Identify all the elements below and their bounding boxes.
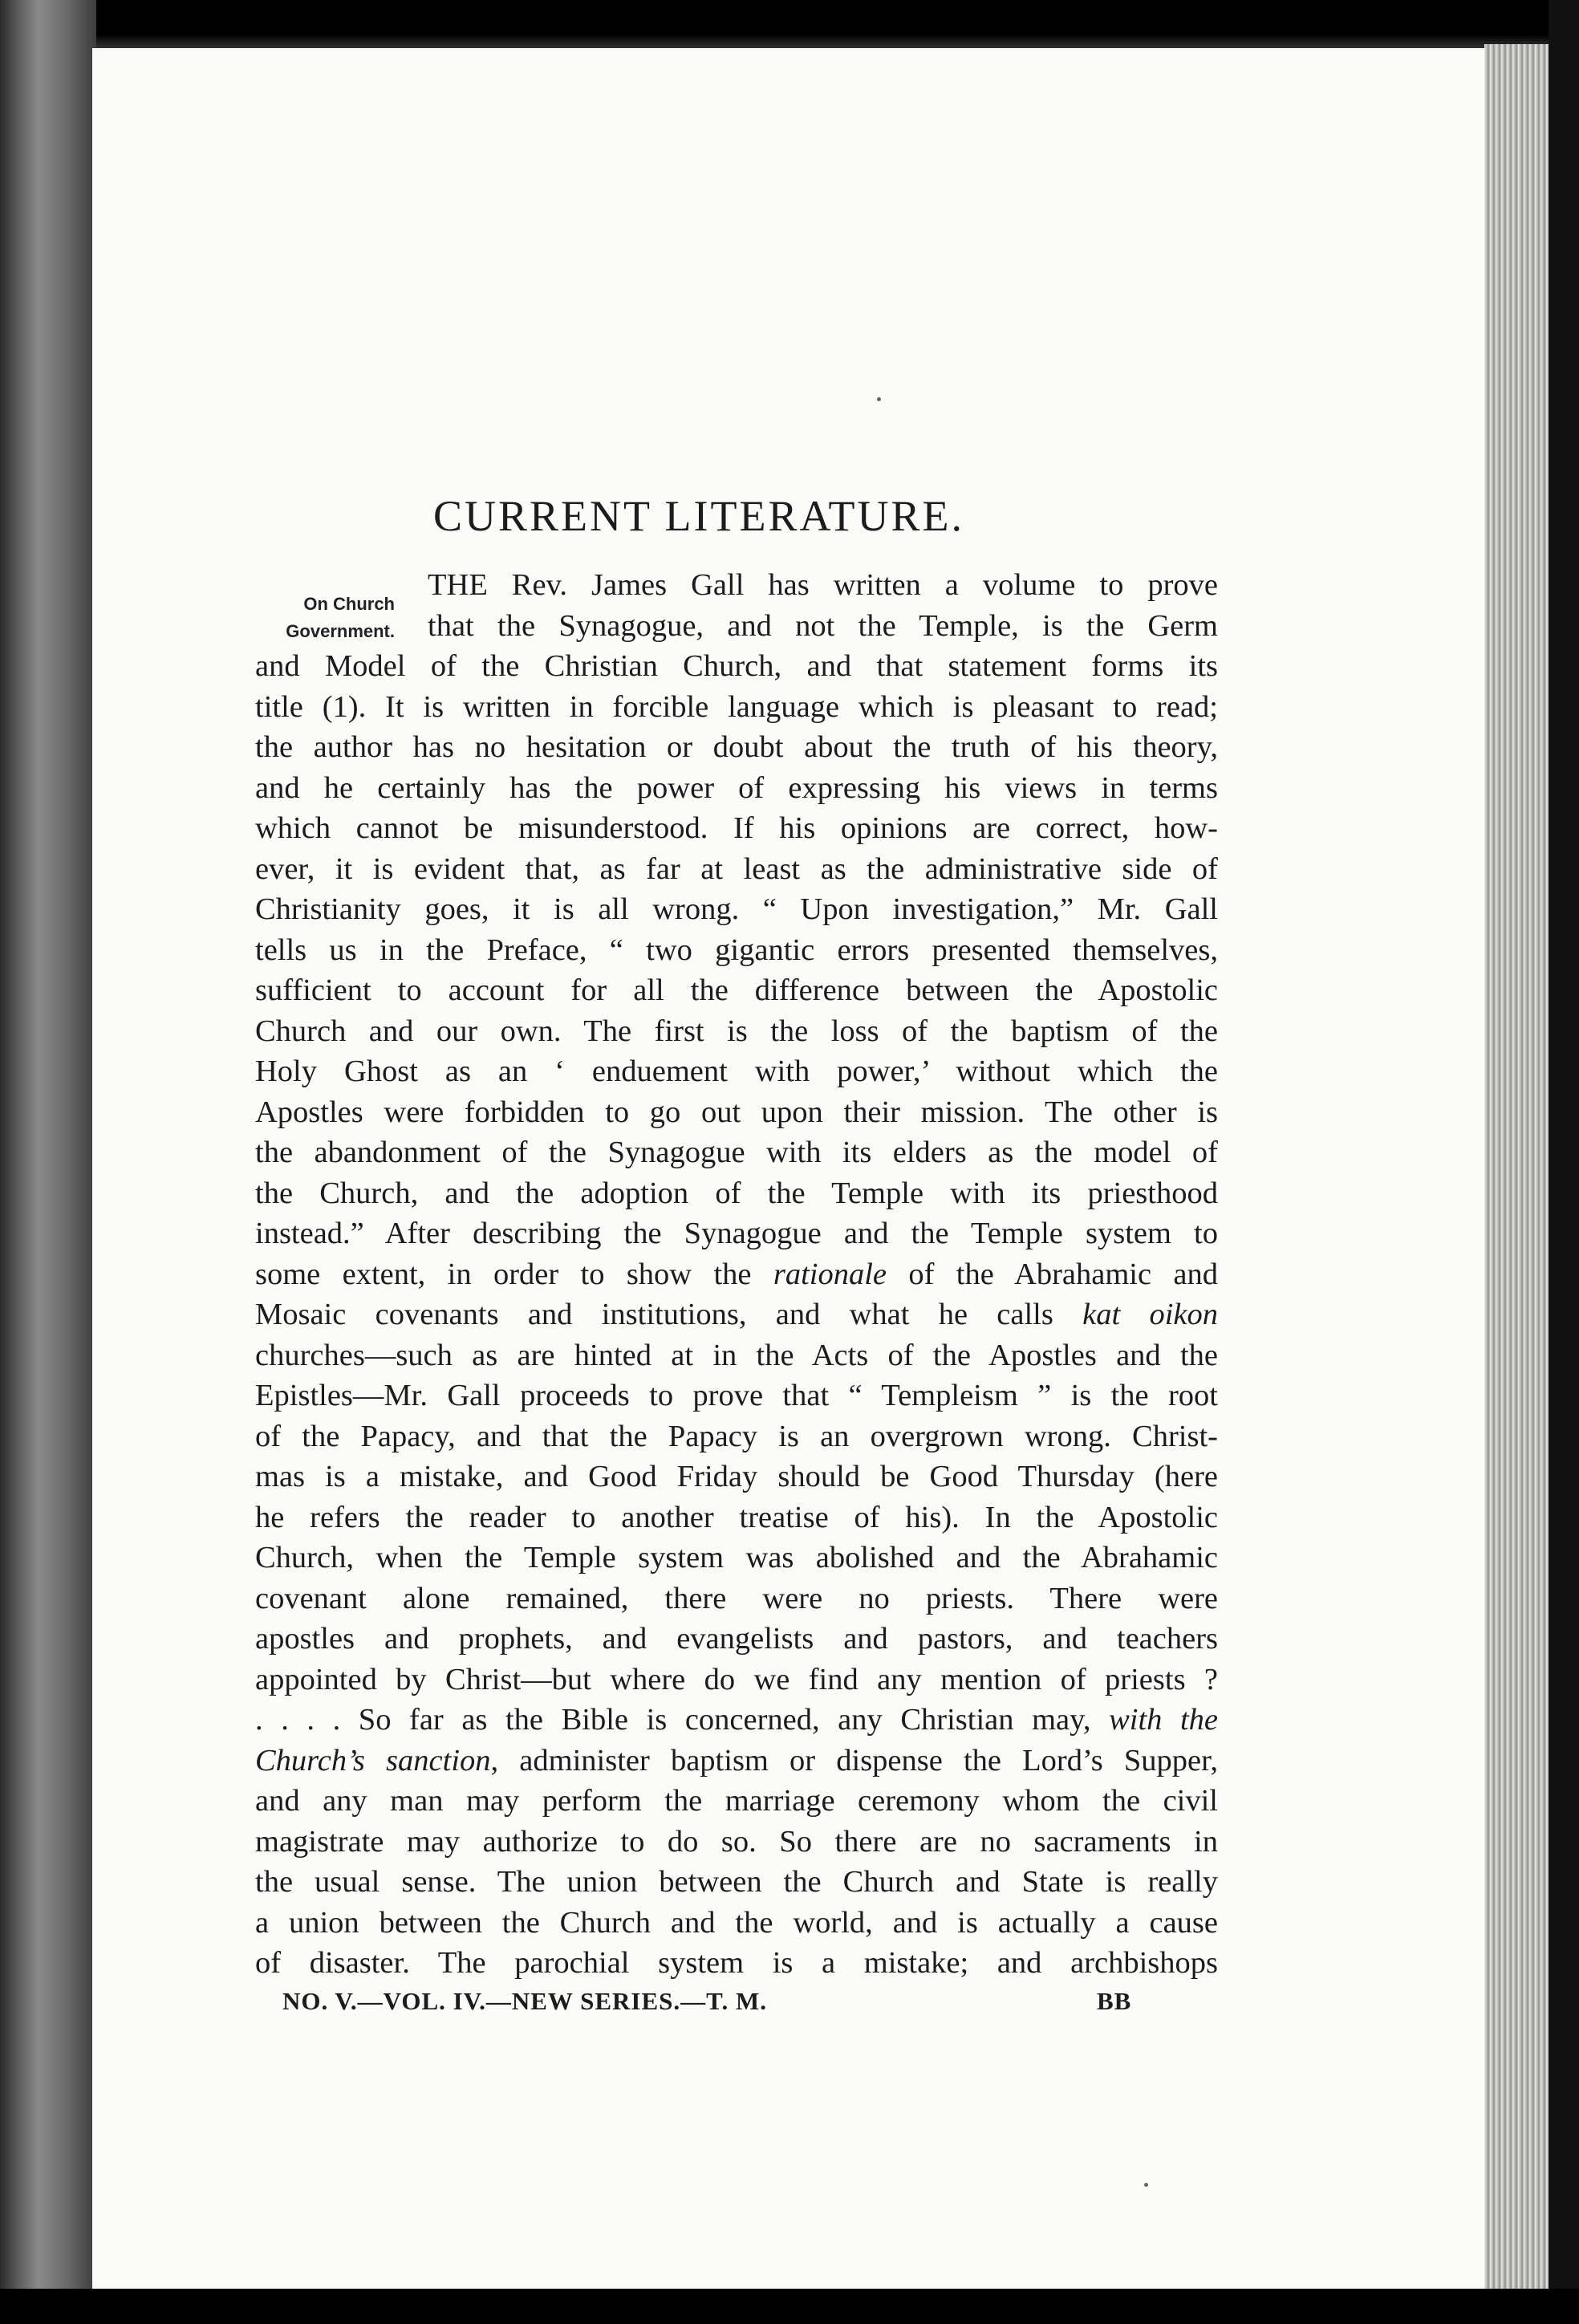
text-run: the abandonment of the Synagogue with its elders as the model of bbox=[255, 1136, 1218, 1169]
text-run: he refers the reader to another treatise of his). In the Apostolic bbox=[255, 1500, 1218, 1534]
marginal-note-line: Government. bbox=[286, 621, 395, 641]
text-line bbox=[255, 1457, 1218, 1497]
text-run: and Model of the Christian Church, and that statement forms its bbox=[255, 649, 1218, 683]
text-run: the usual sense. The union between the Church and State is really bbox=[255, 1865, 1218, 1899]
text-line bbox=[255, 1943, 1218, 1984]
text-line bbox=[255, 1375, 1218, 1416]
text-run: Holy Ghost as an ‘ enduement with power,’ without which the bbox=[255, 1054, 1218, 1088]
text-line bbox=[255, 930, 1218, 971]
italic-text: Church’s sanction bbox=[255, 1743, 491, 1778]
text-line bbox=[255, 768, 1218, 809]
text-run: apostles and prophets, and evangelists and pastors, and teachers bbox=[255, 1622, 1218, 1656]
ink-speck bbox=[1144, 2183, 1148, 2187]
text-run: the Church, and the adoption of the Temple with its priesthood bbox=[255, 1176, 1218, 1210]
text-run: title (1). It is written in forcible language which is pleasant to read; bbox=[255, 689, 1218, 724]
signature-mark: BB bbox=[1097, 1987, 1132, 2015]
page-edges bbox=[1484, 44, 1549, 2291]
text-run: and any man may perform the marriage ceremony whom the civil bbox=[255, 1784, 1218, 1818]
text-line bbox=[255, 1132, 1218, 1173]
text-line bbox=[255, 1741, 1218, 1782]
text-line bbox=[255, 808, 1218, 849]
body-text bbox=[255, 565, 1218, 1984]
text-run: Epistles—Mr. Gall proceeds to prove that “ Templeism ” is the root bbox=[255, 1379, 1218, 1412]
text-run: magistrate may authorize to do so. So there are no sacraments in bbox=[255, 1824, 1218, 1859]
text-run: that the Synagogue, and not the Temple, is the Germ bbox=[428, 608, 1218, 643]
scan-border-right bbox=[1549, 0, 1579, 2324]
text-run: THE Rev. James Gall has written a volume to prove bbox=[428, 568, 1218, 602]
text-run: some extent, in order to show the bbox=[255, 1257, 773, 1291]
text-run: Church, when the Temple system was abolished and the Abrahamic bbox=[255, 1541, 1218, 1574]
text-run: ever, it is evident that, as far at least as the administrative side of bbox=[255, 851, 1218, 886]
text-line bbox=[255, 1700, 1218, 1741]
scan-border-bottom bbox=[0, 2289, 1579, 2324]
italic-text: kat oikon bbox=[1082, 1298, 1218, 1331]
scan-border-left bbox=[0, 0, 96, 2324]
ink-speck bbox=[877, 397, 881, 401]
text-line bbox=[255, 1173, 1218, 1214]
text-run: Apostles were forbidden to go out upon their mission. The other is bbox=[255, 1095, 1218, 1129]
text-line bbox=[255, 1092, 1218, 1133]
text-line bbox=[255, 606, 1218, 647]
page-footer bbox=[282, 1987, 1141, 2016]
text-line bbox=[255, 970, 1218, 1011]
text-run: . . . . So far as the Bible is concerned, any Christian may, bbox=[255, 1703, 1110, 1737]
text-run: appointed by Christ—but where do we find any mention of priests ? bbox=[255, 1662, 1218, 1696]
text-run: Christianity goes, it is all wrong. “ Upon investigation,” Mr. Gall bbox=[255, 892, 1218, 926]
text-run: of the Abrahamic and bbox=[887, 1257, 1218, 1291]
text-run: instead.” After describing the Synagogue and the Temple system to bbox=[255, 1217, 1218, 1250]
text-run: a union between the Church and the world, and is actually a cause bbox=[255, 1905, 1218, 1940]
italic-text: with the bbox=[1109, 1703, 1218, 1737]
text-line bbox=[255, 1254, 1218, 1295]
text-run: Church and our own. The first is the loss of the baptism of the bbox=[255, 1014, 1218, 1048]
text-run: and he certainly has the power of expressing his views in terms bbox=[255, 770, 1218, 805]
text-line bbox=[255, 1011, 1218, 1052]
marginal-note-line: On Church bbox=[303, 594, 395, 614]
text-run: tells us in the Preface, “ two gigantic errors presented themselves, bbox=[255, 932, 1218, 967]
text-line bbox=[255, 1578, 1218, 1619]
text-run: which cannot be misunderstood. If his opinions are correct, how- bbox=[255, 811, 1218, 845]
text-run: sufficient to account for all the difference between the Apostolic bbox=[255, 973, 1218, 1007]
text-line bbox=[255, 1660, 1218, 1700]
text-run: covenant alone remained, there were no priests. There were bbox=[255, 1581, 1218, 1615]
series-line: NO. V.—VOL. IV.—NEW SERIES.—T. M. bbox=[282, 1987, 768, 2015]
text-run: mas is a mistake, and Good Friday should be Good Thursday (here bbox=[255, 1460, 1218, 1493]
text-run: the author has no hesitation or doubt about the truth of his theory, bbox=[255, 730, 1218, 764]
text-run: of disaster. The parochial system is a mistake; and archbishops bbox=[255, 1946, 1218, 1980]
text-line bbox=[255, 849, 1218, 890]
page-heading: CURRENT LITERATURE. bbox=[433, 492, 964, 540]
text-line bbox=[255, 1051, 1218, 1092]
text-run: of the Papacy, and that the Papacy is an overgrown wrong. Christ- bbox=[255, 1419, 1218, 1453]
italic-text: rationale bbox=[773, 1257, 887, 1291]
text-line bbox=[255, 727, 1218, 768]
text-line bbox=[255, 646, 1218, 687]
text-line bbox=[255, 1619, 1218, 1660]
text-line bbox=[255, 1822, 1218, 1863]
text-run: , administer baptism or dispense the Lord’s Supper, bbox=[490, 1743, 1218, 1778]
text-run: Mosaic covenants and institutions, and what he calls bbox=[255, 1298, 1083, 1331]
text-line bbox=[255, 1862, 1218, 1903]
text-line bbox=[255, 889, 1218, 930]
text-line bbox=[255, 1416, 1218, 1457]
text-run: churches—such as are hinted at in the Acts of the Apostles and the bbox=[255, 1338, 1218, 1372]
text-line bbox=[255, 1213, 1218, 1254]
text-line bbox=[255, 1497, 1218, 1538]
text-line bbox=[255, 1294, 1218, 1335]
text-line bbox=[255, 1538, 1218, 1578]
text-line bbox=[255, 565, 1218, 606]
text-line bbox=[255, 1781, 1218, 1822]
text-line bbox=[255, 1903, 1218, 1944]
scan-border-top bbox=[0, 0, 1579, 50]
text-line bbox=[255, 1335, 1218, 1376]
text-line bbox=[255, 687, 1218, 728]
